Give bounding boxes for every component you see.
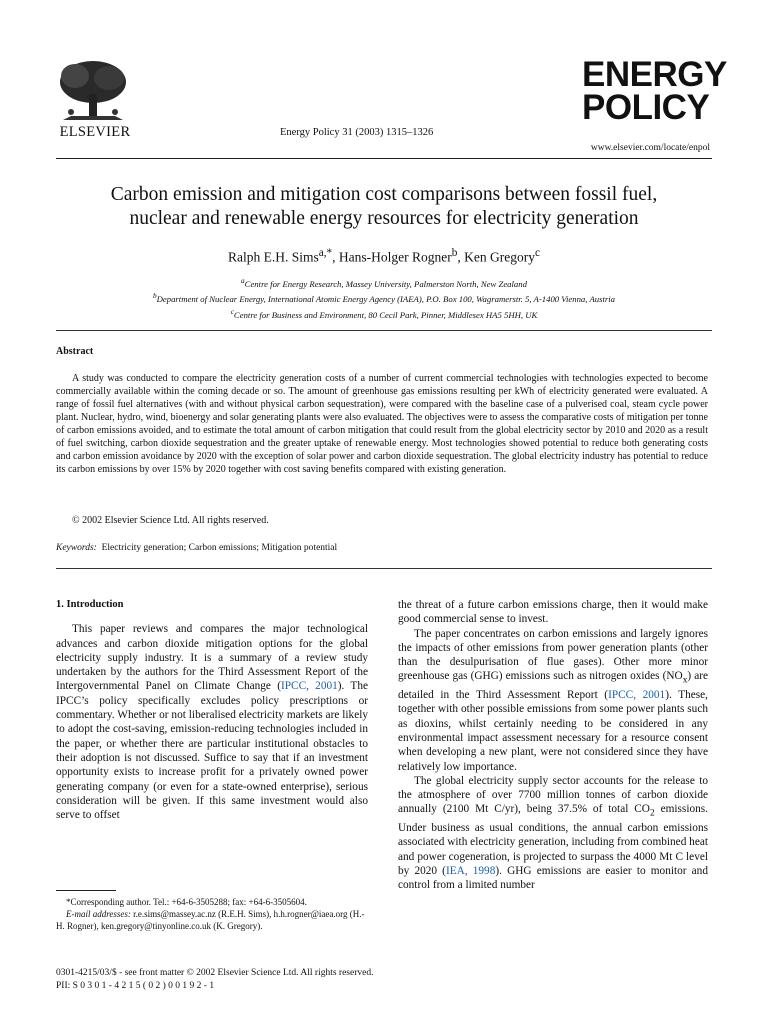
text-run: emissions. Under business as usual conditions, the annual carbon emissions associated with electricity generation, including from combined heat and power cogeneration, is projected to surpass the 4000 Mt C level by 2020 (	[398, 803, 708, 877]
journal-url[interactable]: www.elsevier.com/locate/enpol	[590, 143, 710, 153]
text-run: ). These, together with other possible emissions from some power plants such as dioxins, whilst certainly needing to be considered in any environmental impact assessment necessary for a resource consent when developing a new plant, were not considered since they have relatively low importance.	[398, 689, 708, 773]
citation-link[interactable]: IPCC, 2001	[280, 680, 338, 693]
affiliation	[56, 306, 712, 321]
section-heading: 1. Introduction	[56, 599, 124, 610]
affiliation	[56, 275, 712, 290]
elsevier-tree-logo	[55, 58, 131, 124]
publisher-name: ELSEVIER	[59, 124, 131, 140]
text-run: ). GHG emissions are easier to monitor and control from a limited number	[398, 864, 708, 892]
affiliation	[56, 290, 712, 305]
journal-citation: Energy Policy 31 (2003) 1315–1326	[280, 127, 434, 138]
title-line-2: nuclear and renewable energy resources for electricity generation	[129, 208, 639, 229]
title-line-1: Carbon emission and mitigation cost comparisons between fossil fuel,	[110, 184, 658, 205]
paragraph	[398, 774, 708, 893]
paragraph	[398, 627, 708, 774]
author-name: Hans-Holger Rogner	[338, 249, 452, 265]
affil-sup: b	[152, 292, 157, 301]
article-title	[56, 183, 712, 231]
email-list[interactable]: r.e.sims@massey.ac.nz (R.E.H. Sims), h.h.rogner@iaea.org (H.-H. Rogner), ken.gregory@tinyonline.co.uk (K. Gregory).	[56, 909, 365, 931]
citation-link[interactable]: IEA, 1998	[445, 864, 496, 877]
affil-sup: a	[241, 277, 245, 285]
author-list: Ralph E.H. Sims$^{a,*}$, Hans-Holger Rogner$^b$, Ken Gregory$^c$	[227, 247, 541, 265]
email-label: E-mail addresses:	[66, 909, 131, 919]
author-name: Ken Gregory	[464, 249, 536, 265]
paragraph-continued: the threat of a future carbon emissions charge, then it would make good commercial sense to invest.	[398, 599, 708, 626]
text-run: The global electricity supply sector accounts for the release to the atmosphere of over 7700 million tonnes of carbon dioxide annually (2100 Mt C/yr), being 37.5% of total CO	[398, 774, 708, 816]
author-name: Ralph E.H. Sims	[227, 249, 319, 265]
journal-logo-line2: POLICY	[582, 88, 710, 127]
text-run: This paper reviews and compares the major technological advances and carbon dioxide mitigation options for the global electricity supply industry. It is a summary of a review study undertaken by the authors for the Third Assessment Report of the Intergovernmental Panel on Climate Change (	[56, 623, 368, 693]
copyright-line: © 2002 Elsevier Science Ltd. All rights reserved.	[72, 515, 269, 526]
keywords-divider	[56, 568, 712, 569]
text-run: ) are detailed in the Third Assessment Report (	[398, 670, 708, 702]
author-affil-sup: c	[535, 247, 541, 259]
journal-logo	[582, 55, 727, 127]
affil-text: Department of Nuclear Energy, International Atomic Energy Agency (IAEA), P.O. Box 100, Wagramerstr. 5, A-1400 Vienna, Austria	[156, 294, 616, 305]
author-affil-sup: a,*	[318, 247, 333, 259]
affil-text: Centre for Energy Research, Massey University, Palmerston North, New Zealand	[244, 278, 527, 289]
pii-line: PII: S 0 3 0 1 - 4 2 1 5 ( 0 2 ) 0 0 1 9 2 - 1	[56, 980, 215, 991]
keywords-label: Keywords:	[56, 543, 97, 553]
abstract-text: A study was conducted to compare the electricity generation costs of a number of current commercial technologies with technologies expected to become commercially available within the coming decade or so. The amount of greenhouse gas emissions resulting per kWh of electricity generated were evaluated. A range of fossil fuel alternatives (with and without physical carbon sequestration), were compared with the baseline case of a pulverised coal, steam cycle power plant. Nuclear, hydro, wind, bioenergy and solar generating plants were also evaluated. The objectives were to assess the comparative costs of mitigation per tonne of carbon emissions avoided, and to estimate the total amount of carbon mitigation that could result from the global electricity sector by 2010 and 2020 as a result of fuel switching, carbon dioxide sequestration and the greater uptake of renewable energy. Most technologies showed potential to reduce both generating costs and carbon emission avoidance by 2020 with the exception of solar power and carbon dioxide sequestration. The global electricity industry has potential to reduce its carbon emissions by over 15% by 2020 together with cost saving benefits compared with existing generation.	[56, 373, 708, 475]
text-run: ). The IPCC’s policy specifically excludes policy prescriptions or commentary. Whether or not liberalised electricity markets are likely to adopt the cost-saving, emission-reducing technologies included in the paper, or whether there are particular institutional obstacles to their adoption is not discussed. Suffice to say that if an investment opportunity exists to increase profit for a privately owned power generating company (or even for a state-owned enterprise), serious consideration will be given. If this same investment would also serve to offset	[56, 680, 368, 822]
text-run: The paper concentrates on carbon emissions and largely ignores the impacts of other emissions from power generation plants (other than the desulpurisation of flue gases). Other more minor greenhouse gas (GHG) emissions such as nitrogen oxides (NO	[398, 627, 708, 683]
subscript: 2	[649, 808, 655, 819]
left-column	[56, 598, 368, 822]
keywords	[56, 543, 337, 553]
corresponding-author: *Corresponding author. Tel.: +64-6-3505288; fax: +64-6-3505604.	[66, 897, 307, 907]
abstract-heading: Abstract	[56, 346, 94, 357]
front-matter	[56, 967, 373, 992]
abstract-divider	[56, 330, 712, 331]
journal-logo-line1: ENERGY	[582, 55, 727, 94]
issn-line: 0301-4215/03/$ - see front matter © 2002 Elsevier Science Ltd. All rights reserved.	[56, 968, 374, 978]
paragraph	[56, 622, 368, 822]
email-addresses	[56, 908, 368, 932]
subscript: x	[682, 675, 688, 686]
affil-sup: c	[230, 307, 234, 316]
author-affil-sup: b	[451, 247, 458, 259]
affil-text: Centre for Business and Environment, 80 Cecil Park, Pinner, Middlesex HA5 5HH, UK	[233, 309, 538, 320]
header-divider	[56, 158, 712, 159]
footnote-divider	[56, 890, 116, 891]
keywords-text: Electricity generation; Carbon emissions; Mitigation potential	[101, 543, 338, 553]
affiliations	[56, 275, 712, 321]
footnote	[56, 896, 368, 932]
citation-link[interactable]: IPCC, 2001	[608, 689, 666, 702]
right-column	[398, 598, 708, 892]
